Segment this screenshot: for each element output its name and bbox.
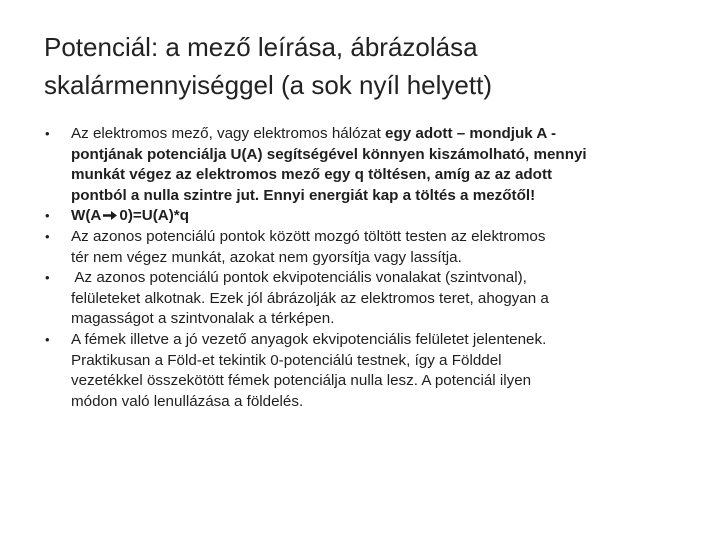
- bullet-list: [44, 124, 684, 412]
- bullet-1-line-2: pontjának potenciálja U(A) segítségével könnyen kiszámolható, mennyi: [71, 145, 587, 163]
- bullet-item-equipotential-lines: [44, 268, 684, 330]
- bullet-item-grounding: [44, 330, 684, 412]
- bullet-5-line-2: Praktikusan a Föld-et tekintik 0-potenciálú testnek, így a Földdel: [71, 351, 502, 369]
- title-line-2: skalármennyiséggel (a sok nyíl helyett): [44, 70, 492, 100]
- bullet-3-line-2: tér nem végez munkát, azokat nem gyorsítja vagy lassítja.: [71, 248, 462, 266]
- bullet-1-line-1-bold: egy adott – mondjuk A -: [385, 125, 557, 142]
- bullet-1-line-4: pontból a nulla szintre jut. Ennyi energiát kap a töltés a mezőtől!: [71, 186, 536, 204]
- bullet-dot-icon: •: [45, 228, 50, 244]
- bullet-dot-icon: •: [45, 126, 50, 141]
- bullet-1-line-3: munkát végez az elektromos mező egy q töltésen, amíg az az adott: [71, 166, 553, 184]
- bullet-item-no-work-equipotential: [44, 227, 684, 268]
- slide-title: [44, 28, 684, 104]
- bullet-3-line-1: Az azonos potenciálú pontok között mozgó töltött testen az elektromos: [71, 227, 546, 245]
- work-formula: [71, 206, 684, 227]
- bullet-5-line-1: A fémek illetve a jó vezető anyagok ekvipotenciális felületet jelentenek.: [71, 330, 547, 348]
- title-line-1: Potenciál: a mező leírása, ábrázolása: [44, 32, 478, 62]
- bullet-5-line-3: vezetékkel összekötött fémek potenciálja nulla lesz. A potenciál ilyen: [71, 372, 532, 390]
- bullet-1-line-1: [71, 124, 684, 145]
- bullet-1-line-1-normal: Az elektromos mező, vagy elektromos hálózat: [71, 125, 386, 142]
- bullet-dot-icon: •: [45, 331, 50, 347]
- bullet-dot-icon: •: [45, 270, 50, 286]
- bullet-item-work-formula: [44, 206, 684, 227]
- right-arrow-icon: [102, 210, 118, 221]
- bullet-item-work-from-potential: [44, 124, 684, 206]
- bullet-4-line-1: Az azonos potenciálú pontok ekvipotenciális vonalakat (szintvonal),: [71, 269, 527, 287]
- formula-before-arrow: W(A: [71, 207, 102, 225]
- bullet-4-line-3: magasságot a szintvonalak a térképen.: [71, 310, 335, 328]
- bullet-4-line-2: felületeket alkotnak. Ezek jól ábrázolják az elektromos teret, ahogyan a: [71, 289, 549, 307]
- bullet-5-line-4: módon való lenullázása a földelés.: [71, 392, 304, 410]
- formula-after-arrow: 0)=U(A)*q: [119, 207, 189, 225]
- bullet-dot-icon: •: [45, 208, 50, 224]
